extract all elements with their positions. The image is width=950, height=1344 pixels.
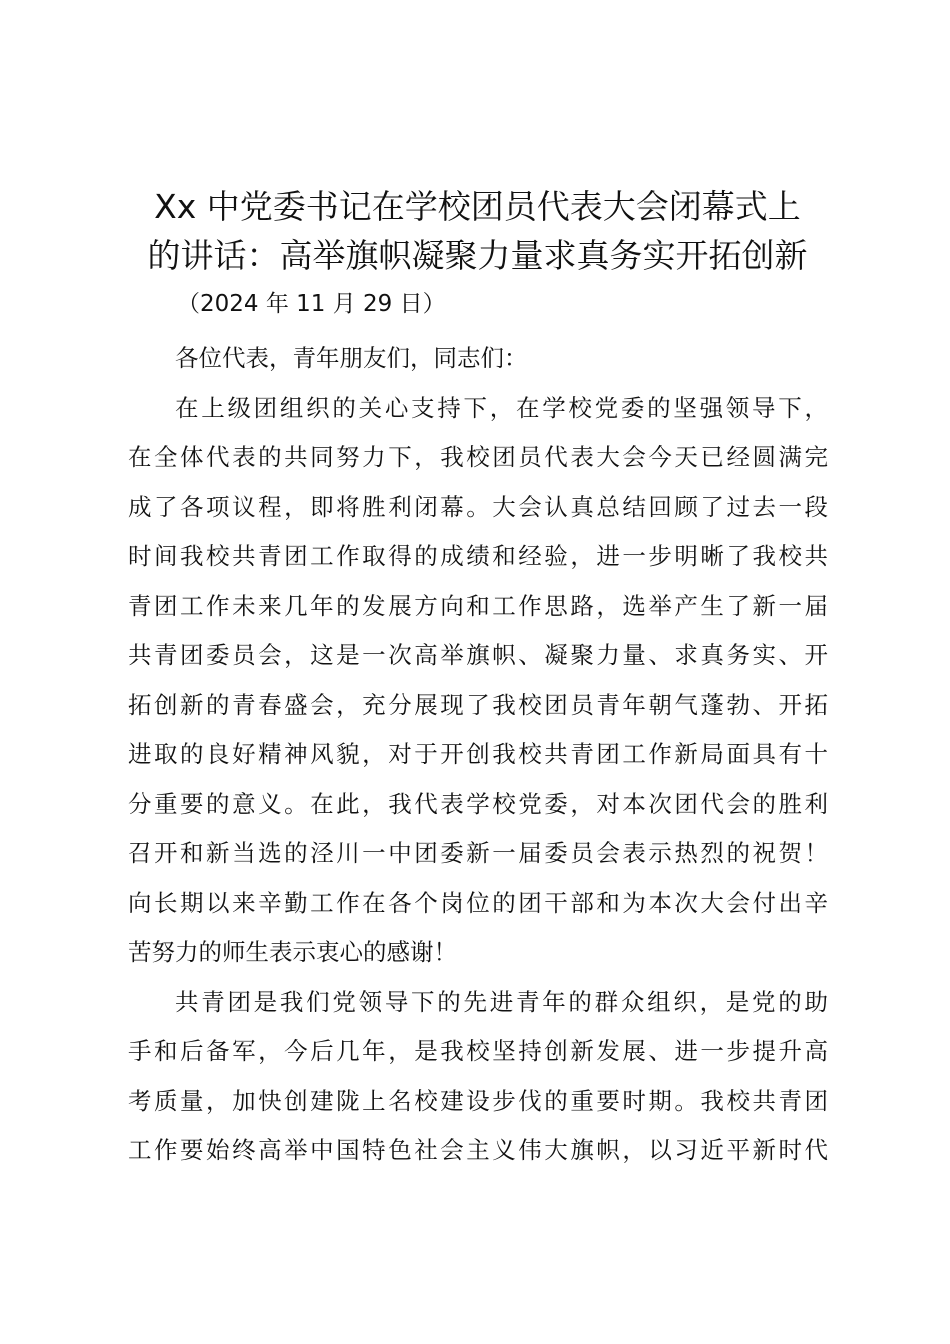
document-body — [128, 334, 828, 1176]
text-line: 青团工作未来几年的发展方向和工作思路，选举产生了新一届 — [128, 591, 828, 620]
text-line: 工作要始终高举中国特色社会主义伟大旗帜，以习近平新时代 — [128, 1136, 828, 1164]
document-title — [120, 182, 835, 280]
title-line: 的讲话：高举旗帜凝聚力量求真务实开拓创新 — [147, 236, 808, 275]
text-line: 在上级团组织的关心支持下，在学校党委的坚强领导下， — [175, 393, 828, 422]
text-line: 召开和新当选的泾川一中团委新一届委员会表示热烈的祝贺！ — [128, 839, 828, 867]
text-line: 手和后备军，今后几年，是我校坚持创新发展、进一步提升高 — [128, 1037, 828, 1065]
text-line: 考质量，加快创建陇上名校建设步伐的重要时期。我校共青团 — [128, 1086, 828, 1115]
text-line: 分重要的意义。在此，我代表学校党委，对本次团代会的胜利 — [128, 789, 828, 818]
text-line: 拓创新的青春盛会，充分展现了我校团员青年朝气蓬勃、开拓 — [128, 690, 828, 719]
text-line: 成了各项议程，即将胜利闭幕。大会认真总结回顾了过去一段 — [128, 492, 828, 521]
text-line: 共青团委员会，这是一次高举旗帜、凝聚力量、求真务实、开 — [128, 641, 828, 669]
text-line: 苦努力的师生表示衷心的感谢！ — [128, 938, 457, 966]
text-line: 共青团是我们党领导下的先进青年的群众组织，是党的助 — [175, 987, 828, 1016]
speech-date: （2024 年 11 月 29 日） — [177, 291, 446, 317]
text-line: 在全体代表的共同努力下，我校团员代表大会今天已经圆满完 — [128, 443, 828, 471]
title-line: Xx 中党委书记在学校团员代表大会闭幕式上 — [154, 187, 801, 226]
salutation: 各位代表，青年朋友们，同志们： — [175, 344, 528, 372]
text-line: 进取的良好精神风貌，对于开创我校共青团工作新局面具有十 — [128, 740, 828, 768]
paragraph — [128, 384, 828, 978]
text-line: 时间我校共青团工作取得的成绩和经验，进一步明晰了我校共 — [128, 542, 828, 570]
paragraph — [128, 978, 828, 1176]
text-line: 向长期以来辛勤工作在各个岗位的团干部和为本次大会付出辛 — [128, 888, 828, 917]
